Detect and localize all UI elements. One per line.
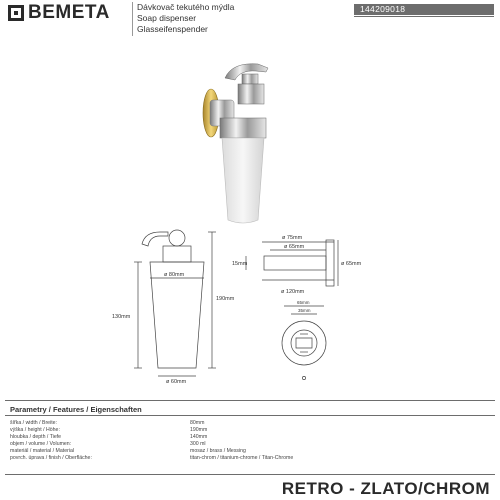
side-outer-width-label: ø 75mm xyxy=(282,235,303,241)
front-view-drawing xyxy=(134,230,216,376)
base-plate-drawing xyxy=(282,306,326,380)
collection-title: RETRO - ZLATO/CHROM xyxy=(281,479,490,498)
param-row xyxy=(10,420,490,426)
params-top-rule xyxy=(5,400,495,401)
description-cz: Dávkovač tekutého mýdla xyxy=(137,2,235,12)
base-inner-label: 35mm xyxy=(298,308,311,313)
param-row xyxy=(10,434,490,440)
param-label: materiál / material / Material xyxy=(10,448,74,454)
side-base-diameter-label: ø 65mm xyxy=(341,261,362,267)
param-row xyxy=(10,455,490,461)
side-inner-width-label: ø 65mm xyxy=(284,244,305,250)
params-heading-rule xyxy=(5,415,495,416)
param-value: 300 ml xyxy=(190,441,206,447)
param-row xyxy=(10,427,490,433)
brand-name: BEMETA xyxy=(28,2,110,23)
params-heading: Parametry / Features / Eigenschaften xyxy=(10,405,142,414)
product-photo xyxy=(203,64,268,223)
base-outer-label: 65mm xyxy=(297,300,310,305)
param-label: výška / height / Höhe: xyxy=(10,427,60,433)
front-container-height-label: 130mm xyxy=(112,314,131,320)
param-row xyxy=(10,441,490,447)
param-value: 80mm xyxy=(190,420,205,426)
param-label: hloubka / depth / Tiefe xyxy=(10,434,62,440)
description-de: Glasseifenspender xyxy=(137,24,208,34)
side-thickness-label: 15mm xyxy=(232,261,248,267)
param-label: povrch. úprava / finish / Oberfläche: xyxy=(10,455,92,461)
front-top-width-label: ø 80mm xyxy=(164,272,185,278)
product-code: 144209018 xyxy=(354,4,494,15)
param-label: šířka / width / Breite: xyxy=(10,420,57,426)
side-projection-label: ø 120mm xyxy=(281,289,305,295)
param-value: 190mm xyxy=(190,427,208,433)
param-value: mosaz / brass / Messing xyxy=(190,448,246,454)
param-value: titan-chrom / titanium-chrome / Titan-Chrome xyxy=(190,455,294,461)
front-total-height-label: 190mm xyxy=(216,296,235,302)
param-value: 140mm xyxy=(190,434,208,440)
front-bottom-width-label: ø 60mm xyxy=(166,379,187,385)
param-row xyxy=(10,448,490,454)
footer-rule xyxy=(5,474,495,475)
description-en: Soap dispenser xyxy=(137,13,197,23)
param-label: objem / volume / Volumen: xyxy=(10,441,72,447)
